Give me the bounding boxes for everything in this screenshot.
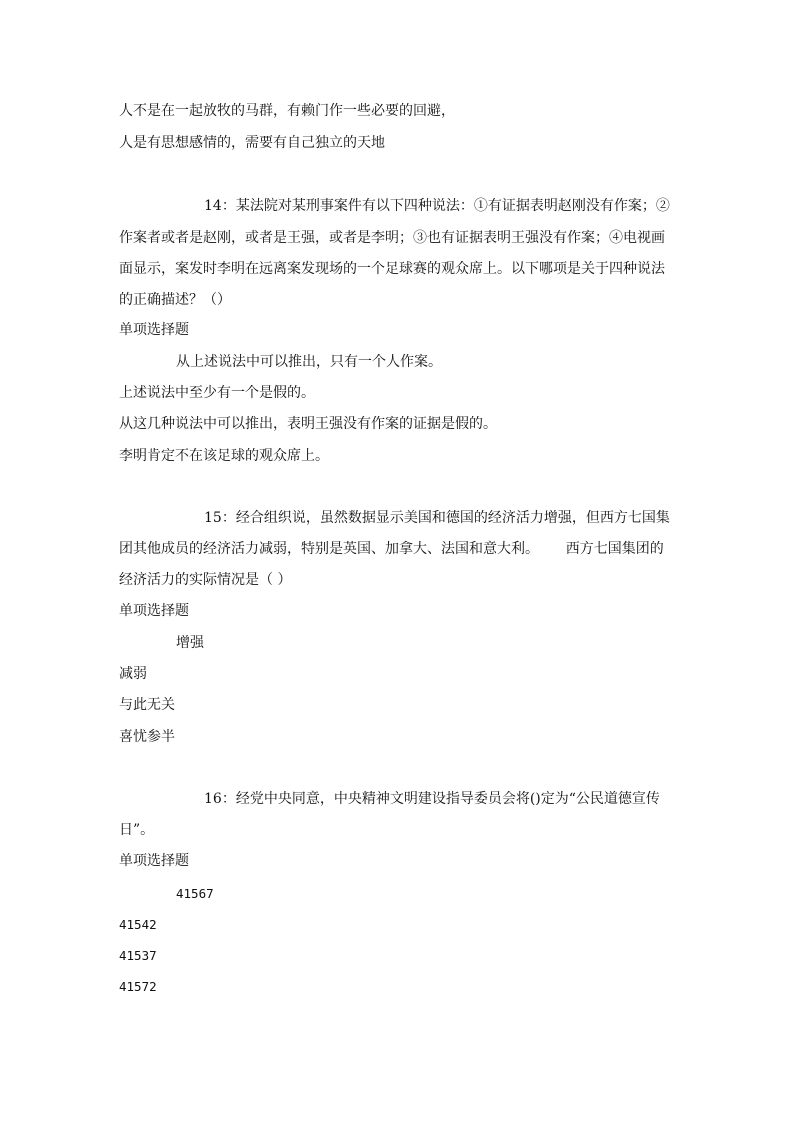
q15-stem-line-3: 经济活力的实际情况是（ ） [119,572,292,588]
q16-option-a: 41567 [176,886,214,901]
q14-stem-line-2: 作案者或者是赵刚，或者是王强，或者是李明；③也有证据表明王强没有作案；④电视画 [119,230,665,246]
q15-stem-line-1: 15：经合组织说，虽然数据显示美国和德国的经济活力增强，但西方七国集 [204,510,670,526]
q15-stem-line-2: 团其他成员的经济活力减弱，特别是英国、加拿大、法国和意大利。 西方七国集团的 [119,541,664,557]
q16-stem-line-1: 16：经党中央同意，中央精神文明建设指导委员会将()定为“公民道德宣传 [204,791,660,807]
q14-option-b: 上述说法中至少有一个是假的。 [119,385,315,401]
q15-option-c: 与此无关 [119,697,175,713]
q14-stem-line-1: 14：某法院对某刑事案件有以下四种说法：①有证据表明赵刚没有作案；② [204,198,670,214]
q14-option-c: 从这几种说法中可以推出，表明王强没有作案的证据是假的。 [119,416,497,432]
intro-line-2: 人是有思想感情的，需要有自己独立的天地 [119,135,385,151]
q16-question-type: 单项选择题 [119,853,189,869]
intro-line-1: 人不是在一起放牧的马群，有赖门作一些必要的回避， [119,103,455,119]
q15-option-d: 喜忧参半 [119,729,175,745]
q14-question-type: 单项选择题 [119,322,189,338]
q14-stem-line-3: 面显示，案发时李明在远离案发现场的一个足球赛的观众席上。以下哪项是关于四种说法 [119,261,665,277]
q16-option-c: 41537 [119,948,157,963]
q15-option-b: 减弱 [119,666,147,682]
q14-stem-line-4: 的正确描述？（） [119,292,231,308]
q16-stem-line-2: 日”。 [119,822,155,838]
q14-option-a: 从上述说法中可以推出，只有一个人作案。 [176,354,442,370]
q16-option-b: 41542 [119,917,157,932]
q16-option-d: 41572 [119,979,157,994]
q15-option-a: 增强 [176,635,204,651]
q15-question-type: 单项选择题 [119,603,189,619]
q14-option-d: 李明肯定不在该足球的观众席上。 [119,448,329,464]
